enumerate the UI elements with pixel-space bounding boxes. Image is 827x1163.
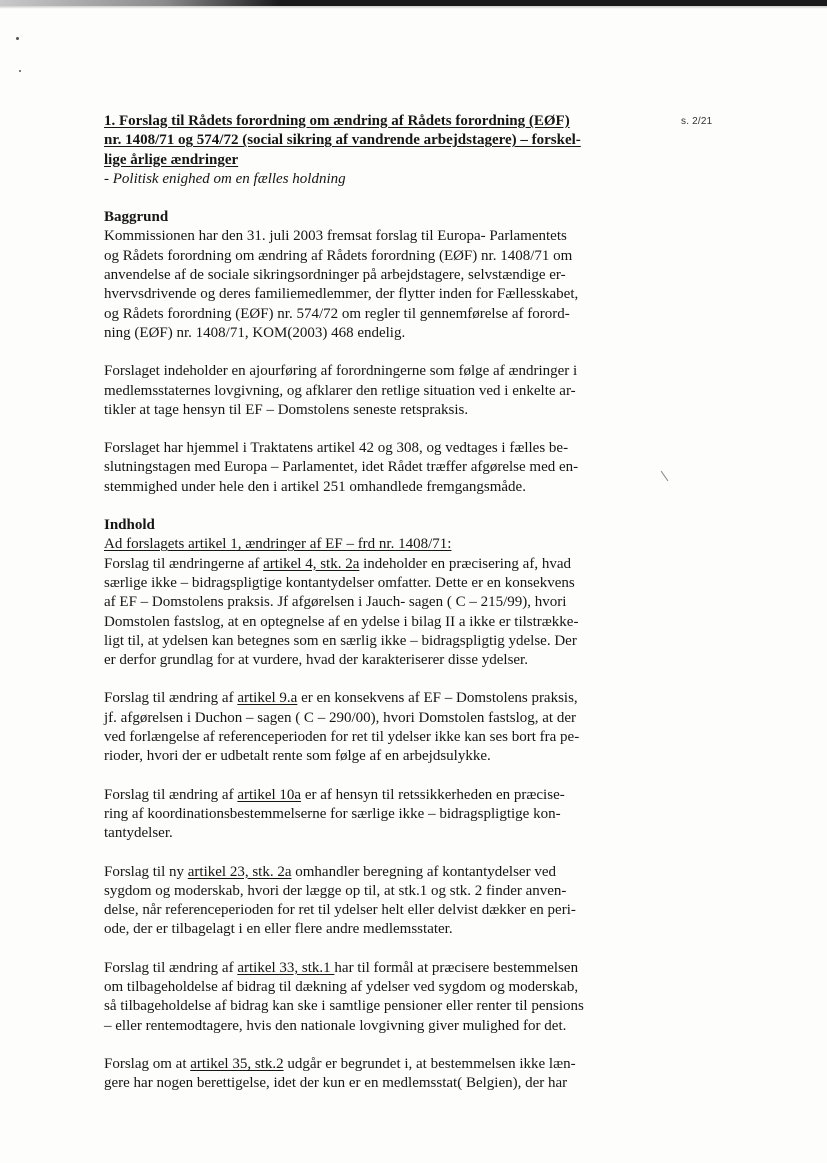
paragraph: Forslag til ændring af artikel 9.a er en konsekvens af EF – Domstolens praksis, jf. afgørelsen i Duchon – sagen ( C – 290/00), hvori Domstolen fastslog, at der ved forlængelse af referenceperioden for ret til ydelser ikke kan ses bort fra pe- rioder, hvori der er udbetalt rente som følge af en arbejdsulykke.	[104, 690, 580, 765]
scan-mark	[661, 471, 669, 481]
paragraph: Forslag om at artikel 35, stk.2 udgår er begrundet i, at bestemmelsen ikke læn- gere har nogen berettigelse, idet der kun er en medlemsstat( Belgien), der har	[104, 1055, 576, 1092]
title-line: lige årlige ændringer	[104, 151, 239, 168]
title-line: nr. 1408/71 og 574/72 (social sikring af vandrende arbejdstagere) – forskel-	[104, 132, 581, 149]
spacer	[104, 670, 626, 689]
article-reference: artikel 10a	[237, 786, 302, 803]
spacer	[104, 940, 626, 959]
paragraph: Kommissionen har den 31. juli 2003 fremsat forslag til Europa- Parlamentets og Rådets forordning om ændring af Rådets forordning (EØF) nr. 1408/71 om anvendelse af de sociale sikringsordninger på arbejdstagere, selvstændige er- hvervsdrivende og deres familiemedlemmer, der flytter inden for Fællesskabet, og Rådets forordning (EØF) nr. 574/72 om regler til gennemførelse af forord- ning (EØF) nr. 1408/71, KOM(2003) 468 endelig.	[104, 228, 579, 341]
scan-speck	[16, 37, 19, 40]
scan-top-shadow	[0, 6, 827, 9]
spacer	[104, 189, 626, 208]
paragraph: Forslag til ændring af artikel 10a er af hensyn til retssikkerheden en præcise- ring af koordinationsbestemmelserne for særlige ikke – bidragspligtige kon- tantydelser.	[104, 786, 565, 842]
spacer	[104, 1036, 626, 1055]
document-body	[104, 112, 626, 1093]
paragraph: Forslag til ændringerne af artikel 4, stk. 2a indeholder en præcisering af, hvad særlige ikke – bidragspligtige kontantydelser omfatter. Dette er en konsekvens af EF – Domstolens praksis. Jf afgørelsen i Jauch- sagen ( C – 215/99), hvori Domstolen fastslog, at en optegnelse af en ydelse i bilag II a ikke er tilstrække- ligt til, at ydelsen kan betegnes som en særlig ikke – bidragspligtig ydelse. Der er derfor grundlag for at vurdere, hvad der karakteriserer disse ydelser.	[104, 555, 579, 669]
section-heading-baggrund: Baggrund	[104, 209, 169, 226]
page-number: s. 2/21	[681, 116, 713, 127]
article-reference: artikel 23, stk. 2a	[187, 863, 292, 880]
document-title	[104, 112, 626, 170]
article-reference: artikel 4, stk. 2a	[263, 555, 360, 572]
article-reference: artikel 33, stk.1	[237, 959, 335, 976]
article-reference: artikel 35, stk.2	[190, 1055, 284, 1072]
spacer	[104, 497, 626, 516]
section-subheading: Ad forslagets artikel 1, ændringer af EF – frd nr. 1408/71:	[104, 536, 452, 553]
paragraph: Forslaget har hjemmel i Traktatens artikel 42 og 308, og vedtages i fælles be- slutningstagen med Europa – Parlamentet, idet Rådet træffer afgørelse med en- stemmighed under hele den i artikel 251 omhandlede fremgangsmåde.	[104, 440, 579, 495]
title-line: 1. Forslag til Rådets forordning om ændring af Rådets forordning (EØF)	[104, 113, 570, 129]
spacer	[104, 767, 626, 786]
spacer	[104, 844, 626, 863]
paragraph: Forslag til ny artikel 23, stk. 2a omhandler beregning af kontantydelser ved sygdom og moderskab, hvori der lægge op til, at stk.1 og stk. 2 finder anven- delse, når referenceperioden for ret til ydelser helt eller delvist dækker en peri- ode, der er tilbagelagt i en eller flere andre medlemsstater.	[104, 863, 576, 938]
paragraph: Forslaget indeholder en ajourføring af forordningerne som følge af ændringer i medlemsstaternes lovgivning, og afklarer den retlige situation ved i enkelte ar- tikler at tage hensyn til EF – Domstolens seneste retspraksis.	[104, 363, 578, 418]
paragraph: Forslag til ændring af artikel 33, stk.1 har til formål at præcisere bestemmelsen om tilbageholdelse af bidrag til dækning af ydelser ved sygdom og moderskab, så tilbageholdelse af bidrag kan ske i samtlige pensioner eller renter til pensions – eller rentemodtagere, hvis den nationale lovgivning giver mulighed for det.	[104, 959, 584, 1034]
spacer	[104, 343, 626, 362]
document-subtitle: - Politisk enighed om en fælles holdning	[104, 170, 346, 187]
section-heading-indhold: Indhold	[104, 517, 155, 534]
spacer	[104, 420, 626, 439]
scan-speck	[19, 70, 21, 72]
article-reference: artikel 9.a	[237, 690, 298, 707]
